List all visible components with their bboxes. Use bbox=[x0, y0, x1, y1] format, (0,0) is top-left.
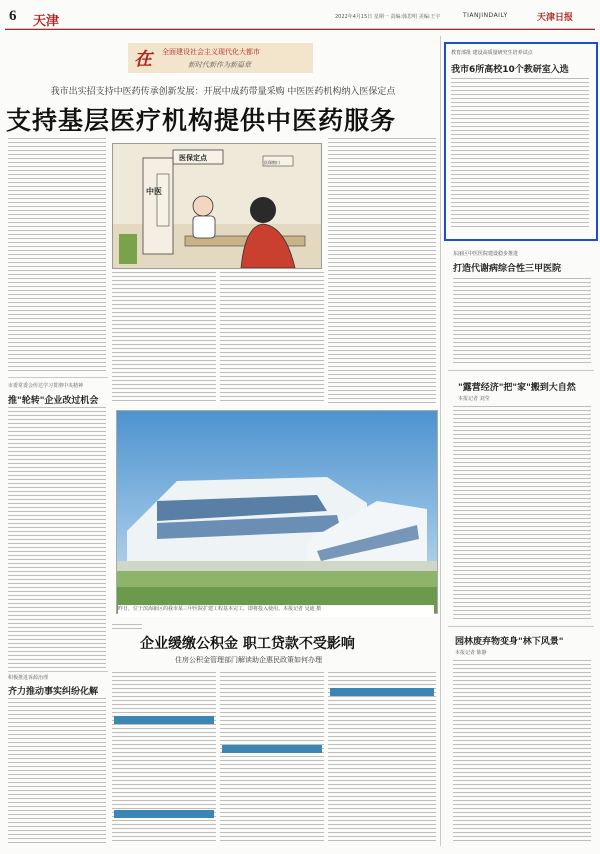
highlight-text bbox=[451, 78, 589, 230]
side-article-kicker: 市委常委会传达学习贯彻中央精神 bbox=[8, 383, 84, 389]
text-block bbox=[112, 624, 142, 630]
side-article2-text bbox=[8, 698, 106, 844]
banner-line2: 新时代新作为新篇章 bbox=[188, 61, 251, 69]
right-article3-byline: 本报记者 刘莹 bbox=[458, 396, 490, 402]
main-kicker: 我市出实招支持中医药传承创新发展：开展中成药带量采购 中医医药机构纳入医保定点 bbox=[50, 87, 396, 97]
left-column-text bbox=[8, 138, 106, 374]
side-article-text bbox=[8, 407, 106, 669]
highlight-title: 我市6所高校10个教研室入选 bbox=[451, 65, 569, 75]
hospital-photo bbox=[116, 410, 438, 614]
right-article4-title: 园林废弃物变身"林下风景" bbox=[455, 637, 564, 647]
side-article2-kicker: 积极推进诉源治理 bbox=[8, 675, 49, 681]
divider bbox=[448, 626, 594, 627]
topic-banner bbox=[128, 43, 313, 73]
paper-logo: 天津日报 bbox=[537, 12, 574, 22]
subhead-bar bbox=[114, 716, 214, 724]
divider bbox=[448, 370, 594, 371]
page-number: 6 bbox=[9, 8, 17, 24]
page-header bbox=[5, 6, 595, 29]
divider bbox=[8, 377, 108, 378]
banner-char: 在 bbox=[134, 49, 152, 69]
subhead-bar bbox=[222, 745, 322, 753]
dateline: 2022年4月15日 星期一 责编:韩思明 美编:王宇 bbox=[335, 14, 441, 20]
article2-text bbox=[220, 672, 324, 844]
subhead-bar bbox=[114, 810, 214, 818]
side-article-title: 推"轮转"企业改过机会 bbox=[8, 396, 99, 406]
illus-label-window: 医保窗口 bbox=[264, 160, 280, 165]
illus-label-yibao: 医保定点 bbox=[179, 154, 207, 162]
side-article2-title: 齐力推动事实纠纷化解 bbox=[8, 687, 99, 697]
highlight-kicker: 教育部批 建设高质量研究生培养试点 bbox=[451, 50, 533, 56]
article2-subhead: 住房公积金管理部门解读助企惠民政策如何办理 bbox=[175, 656, 322, 664]
article2-text bbox=[112, 672, 216, 844]
main-illustration bbox=[112, 143, 322, 269]
right-article2-text bbox=[453, 278, 591, 366]
right-article2-kicker: 东丽区中医医院建设稳步推进 bbox=[453, 251, 519, 257]
main-article-text bbox=[112, 272, 216, 404]
right-article4-byline: 本报记者 陈静 bbox=[455, 650, 487, 656]
banner-line1: 全面建设社会主义现代化大都市 bbox=[162, 48, 260, 56]
paper-name-en: TIANJINDAILY bbox=[463, 12, 508, 19]
right-article4-text bbox=[453, 660, 591, 844]
illus-label-zhongyi: 中医 bbox=[146, 187, 162, 196]
main-headline: 支持基层医疗机构提供中医药服务 bbox=[6, 107, 397, 135]
main-article-text bbox=[220, 272, 324, 404]
photo-caption: 昨日，位于滨海新区的我市某三甲医院扩建工程基本完工，即将投入使用。本报记者 吴迪 摄 bbox=[118, 605, 434, 617]
main-article-text bbox=[328, 138, 436, 404]
section-name: 天津 bbox=[33, 14, 60, 29]
divider bbox=[8, 671, 108, 672]
article2-text bbox=[328, 672, 436, 844]
right-article3-title: "露营经济"把"家"搬到大自然 bbox=[458, 383, 576, 393]
subhead-bar bbox=[330, 688, 434, 696]
header-divider bbox=[5, 29, 595, 30]
column-divider bbox=[440, 36, 441, 846]
article2-headline: 企业缓缴公积金 职工贷款不受影响 bbox=[140, 636, 355, 652]
highlighted-article[interactable] bbox=[444, 42, 598, 241]
right-article3-text bbox=[453, 406, 591, 622]
right-article2-title: 打造代谢病综合性三甲医院 bbox=[453, 264, 562, 274]
